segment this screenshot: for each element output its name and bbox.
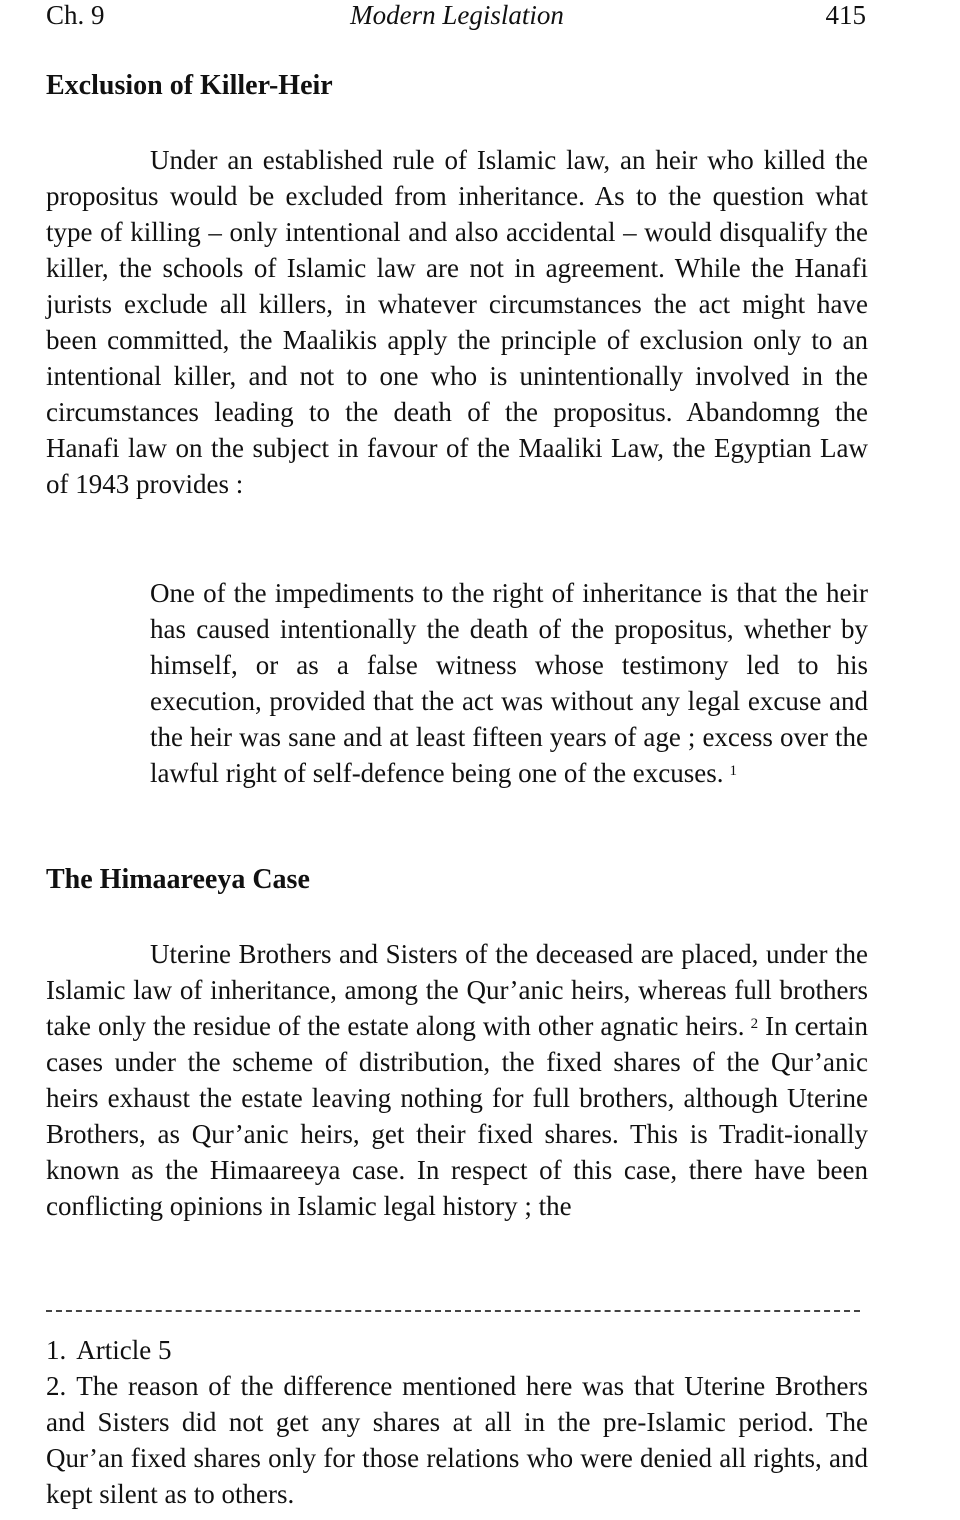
footnote-divider <box>46 1310 860 1312</box>
chapter-label: Ch. 9 <box>46 0 105 30</box>
footnote-text: Article 5 <box>76 1335 172 1365</box>
running-header <box>46 0 868 40</box>
footnote-number: 2. <box>46 1371 67 1401</box>
footnote-text: The reason of the difference mentioned here was that Uterine Brothers and Sisters did not get any shares at all in the pre-Islamic period. The Qur’an fixed shares only for those relations who were denied all rights, and kept silent as to others. <box>46 1371 868 1509</box>
page-number: 415 <box>825 0 866 30</box>
footnote-1 <box>46 1332 868 1368</box>
section-heading-exclusion: Exclusion of Killer-Heir <box>46 70 333 101</box>
section-heading-himaareeya: The Himaareeya Case <box>46 864 310 895</box>
running-title: Modern Legislation <box>350 0 564 30</box>
footnotes <box>46 1332 868 1512</box>
paragraph-himaareeya-part1: Uterine Brothers and Sisters of the deceased are placed, under the Islamic law of inheritance, among the Qur’anic heirs, whereas full brothers take only the residue of the estate along with other agnatic heirs. <box>46 939 868 1041</box>
block-quote-text: One of the impediments to the right of inheritance is that the heir has caused intentionally the death of the propositus, whether by himself, or as a false witness whose testimony led to his execution, provided that the act was without any legal excuse and the heir was sane and at least fifteen years of age ; excess over the lawful right of self-defence being one of the excuses. <box>150 578 868 788</box>
footnote-ref-1[interactable]: 1 <box>729 763 738 779</box>
block-quote <box>150 575 868 791</box>
paragraph-himaareeya <box>46 936 868 1224</box>
paragraph-exclusion: Under an established rule of Islamic law, an heir who killed the propositus would be excluded from inheritance. As to the question what type of killing – only intentional and also accidental – would disqualify the killer, the schools of Islamic law are not in agreement. While the Hanafi jurists exclude all killers, in whatever circumstances the act might have been committed, the Maalikis apply the principle of exclusion only to an intentional killer, and not to one who is unintentionally involved in the circumstances leading to the death of the propositus. Abandomng the Hanafi law on the subject in favour of the Maaliki Law, the Egyptian Law of 1943 provides : <box>46 145 868 499</box>
footnote-number: 1. <box>46 1335 67 1365</box>
book-page <box>46 0 869 1509</box>
paragraph-himaareeya-part2: In certain cases under the scheme of distribution, the fixed shares of the Qur’anic heirs exhaust the estate leaving nothing for full brothers, although Uterine Brothers, as Qur’anic heirs, get their fixed shares. This is Tradit-ionally known as the Himaareeya case. In respect of this case, there have been conflicting opinions in Islamic legal history ; the <box>46 1011 869 1221</box>
footnote-2 <box>46 1368 868 1512</box>
footnote-ref-2[interactable]: 2 <box>750 1016 759 1032</box>
